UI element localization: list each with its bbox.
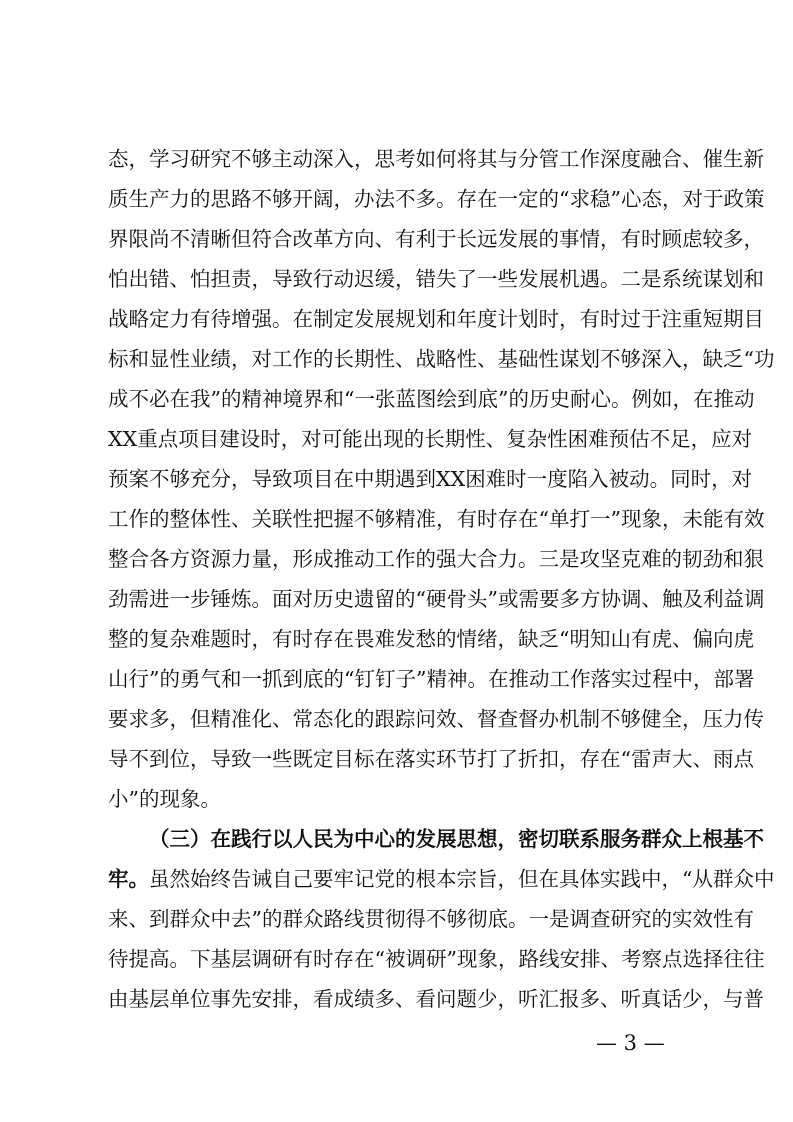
text-line: 战略定力有待增强。在制定发展规划和年度计划时，有时过于注重短期目 <box>108 307 764 331</box>
text-line: 由基层单位事先安排，看成绩多、看问题少，听汇报多、听真话少，与普 <box>108 987 764 1011</box>
text-line: 工作的整体性、关联性把握不够精准，有时存在“单打一”现象，未能有效 <box>108 507 765 531</box>
text-line: 劲需进一步锤炼。面对历史遗留的“硬骨头”或需要多方协调、触及利益调 <box>108 587 765 611</box>
text-line: XX重点项目建设时，对可能出现的长期性、复杂性困难预估不足，应对 <box>108 427 753 451</box>
text-line: 整的复杂难题时，有时存在畏难发愁的情绪，缺乏“明知山有虎、偏向虎 <box>108 627 754 651</box>
section-heading-end: 牢。 <box>108 867 149 891</box>
text-line: 成不必在我”的精神境界和“一张蓝图绘到底”的历史耐心。例如，在推动 <box>108 387 755 411</box>
text-line: 怕出错、怕担责，导致行动迟缓，错失了一些发展机遇。二是系统谋划和 <box>108 267 764 291</box>
text-line: 待提高。下基层调研有时存在“被调研”现象，路线安排、考察点选择往往 <box>108 947 765 971</box>
paragraph-start: 虽然始终告诫自己要牢记党的根本宗旨，但在具体实践中，“从群众中 <box>149 867 775 891</box>
text-line: 质生产力的思路不够开阔，办法不多。存在一定的“求稳”心态，对于政策 <box>108 187 765 211</box>
text-line <box>108 859 775 899</box>
text-line: 要求多，但精准化、常态化的跟踪问效、督查督办机制不够健全，压力传 <box>108 707 764 731</box>
text-line: 界限尚不清晰但符合改革方向、有利于长远发展的事情，有时顾虑较多， <box>108 227 764 251</box>
text-line: 小”的现象。 <box>108 787 221 811</box>
text-line: 山行”的勇气和一抓到底的“钉钉子”精神。在推动工作落实过程中，部署 <box>108 667 755 691</box>
text-line: 标和显性业绩，对工作的长期性、战略性、基础性谋划不够深入，缺乏“功 <box>108 347 775 371</box>
text-line: 预案不够充分，导致项目在中期遇到XX困难时一度陷入被动。同时，对 <box>108 467 753 491</box>
text-line: 导不到位，导致一些既定目标在落实环节打了折扣，存在“雷声大、雨点 <box>108 747 754 771</box>
text-line: 整合各方资源力量，形成推动工作的强大合力。三是攻坚克难的韧劲和狠 <box>108 547 764 571</box>
text-line: 态，学习研究不够主动深入，思考如何将其与分管工作深度融合、催生新 <box>108 147 764 171</box>
text-line: 来、到群众中去”的群众路线贯彻得不够彻底。一是调查研究的实效性有 <box>108 907 754 931</box>
page-number: — 3 — <box>596 1031 665 1055</box>
section-heading: （三）在践行以人民为中心的发展思想，密切联系服务群众上根基不 <box>149 827 764 851</box>
